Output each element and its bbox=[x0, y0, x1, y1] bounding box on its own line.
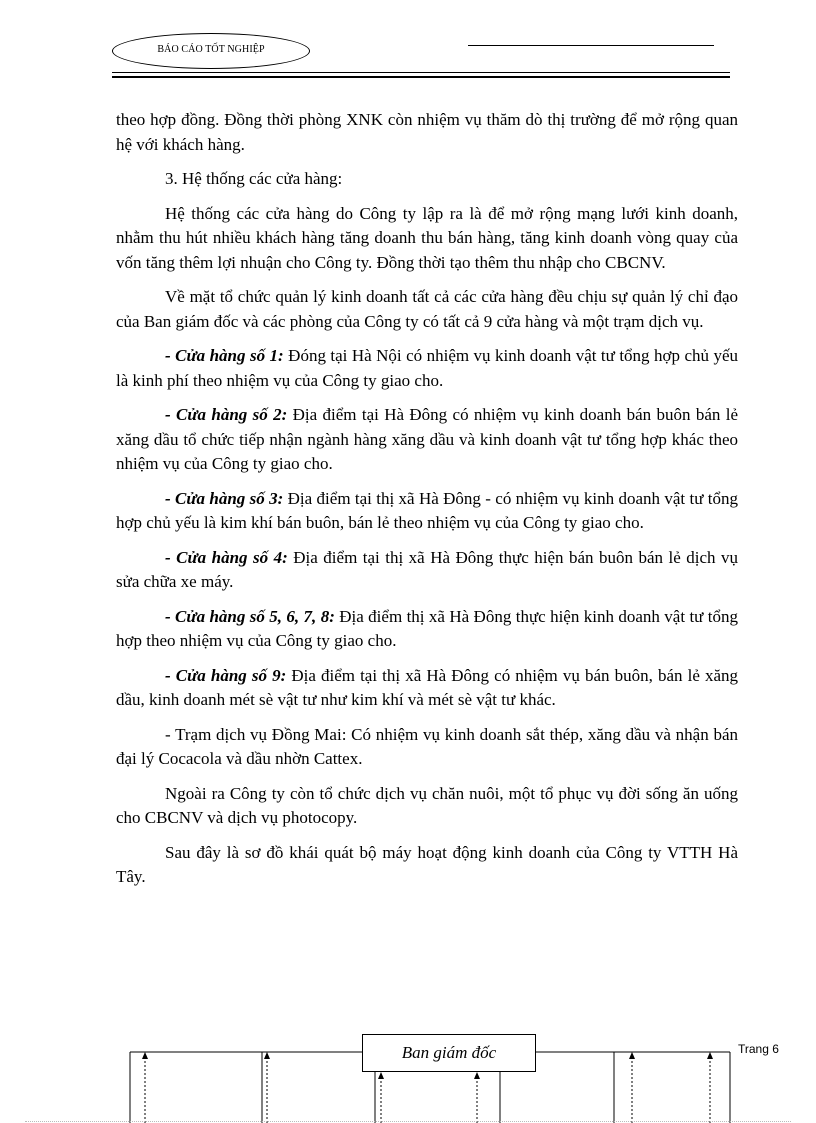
arrow-head-up bbox=[474, 1072, 480, 1079]
paragraph-text: Về mặt tổ chức quản lý kinh doanh tất cả các cửa hàng đều chịu sự quản lý chỉ đạo của Ban giám đốc và các phòng của Công ty có tất cả 9 cửa hàng và một trạm dịch vụ. bbox=[116, 287, 738, 331]
paragraph-text: Ngoài ra Công ty còn tổ chức dịch vụ chăn nuôi, một tổ phục vụ đời sống ăn uống cho CBCNV và dịch vụ photocopy. bbox=[116, 783, 738, 827]
arrow-head-up bbox=[264, 1052, 270, 1059]
paragraph bbox=[116, 841, 738, 890]
store-item bbox=[116, 546, 738, 595]
page-header bbox=[0, 0, 816, 90]
arrow-head-up bbox=[378, 1072, 384, 1079]
store-description: Địa điểm tại thị xã Hà Đông thực hiện bán buôn bán lẻ dịch vụ sửa chữa xe máy. bbox=[116, 547, 738, 591]
service-station-item bbox=[116, 723, 738, 772]
paragraph bbox=[116, 108, 738, 157]
header-signature-line bbox=[468, 45, 714, 46]
header-rule-thick bbox=[112, 76, 730, 78]
store-label: - Cửa hàng số 2: bbox=[165, 405, 288, 424]
store-item bbox=[116, 487, 738, 536]
store-label: - Cửa hàng số 3: bbox=[165, 488, 284, 508]
store-label: - Cửa hàng số 1: bbox=[165, 346, 284, 365]
store-item bbox=[116, 664, 738, 713]
org-chart bbox=[0, 1025, 816, 1123]
store-item bbox=[116, 403, 738, 477]
store-label: - Cửa hàng số 5, 6, 7, 8: bbox=[165, 606, 335, 626]
store-description: Địa điểm thị xã Hà Đông thực hiện kinh doanh vật tư tổng hợp theo nhiệm vụ của Công ty giao cho. bbox=[116, 606, 739, 650]
store-item bbox=[116, 344, 738, 393]
paragraph-text: Sau đây là sơ đồ khái quát bộ máy hoạt động kinh doanh của Công ty VTTH Hà Tây. bbox=[116, 842, 738, 886]
document-body bbox=[116, 108, 738, 900]
store-item bbox=[116, 605, 738, 654]
paragraph-text: theo hợp đồng. Đồng thời phòng XNK còn nhiệm vụ thăm dò thị trường để mở rộng quan hệ với khách hàng. bbox=[116, 110, 738, 154]
store-description: Địa điểm tại thị xã Hà Đông - có nhiệm vụ kinh doanh vật tư tổng hợp chủ yếu là kim khí bán buôn, bán lẻ theo nhiệm vụ của Công ty giao cho. bbox=[116, 488, 738, 532]
board-of-directors-box: Ban giám đốc bbox=[362, 1034, 536, 1072]
paragraph-text: - Trạm dịch vụ Đồng Mai: Có nhiệm vụ kinh doanh sắt thép, xăng dầu và nhận bán đại lý Cocacola và dầu nhờn Cattex. bbox=[116, 724, 738, 768]
paragraph bbox=[116, 202, 738, 276]
store-label: - Cửa hàng số 4: bbox=[165, 547, 288, 567]
header-title: BÁO CÁO TỐT NGHIỆP bbox=[157, 43, 265, 55]
paragraph bbox=[116, 285, 738, 334]
arrow-head-up bbox=[629, 1052, 635, 1059]
page-number: Trang 6 bbox=[738, 1042, 779, 1056]
paragraph bbox=[116, 782, 738, 831]
store-description: Địa điểm tại Hà Đông có nhiệm vụ kinh doanh bán buôn bán lẻ xăng dầu tổ chức tiếp nhận ngành hàng xăng dầu và kinh doanh vật tư tổng hợp khác theo nhiệm vụ của Công ty giao cho. bbox=[116, 405, 738, 473]
store-description: Đóng tại Hà Nội có nhiệm vụ kinh doanh vật tư tổng hợp chủ yếu là kinh phí theo nhiệm vụ của Công ty giao cho. bbox=[116, 346, 739, 390]
store-label: - Cửa hàng số 9: bbox=[165, 665, 287, 685]
paragraph-text: 3. Hệ thống các cửa hàng: bbox=[165, 169, 343, 188]
arrow-head-up bbox=[142, 1052, 148, 1059]
page-bottom-border bbox=[25, 1121, 791, 1122]
paragraph-text: Hệ thống các cửa hàng do Công ty lập ra là để mở rộng mạng lưới kinh doanh, nhằm thu hút nhiều khách hàng tăng doanh thu bán hàng, tăng kinh doanh vòng quay của vốn tăng thêm lợi nhuận cho Công ty. Đồng thời tạo thêm thu nhập cho CBCNV. bbox=[116, 203, 738, 272]
store-description: Địa điểm tại thị xã Hà Đông có nhiệm vụ bán buôn, bán lẻ xăng dầu, kinh doanh mét sè vật tư như kim khí và mét sè vật tư khác. bbox=[116, 665, 739, 709]
header-rule-thin bbox=[112, 72, 730, 73]
header-title-oval bbox=[112, 33, 310, 69]
arrow-head-up bbox=[707, 1052, 713, 1059]
section-heading bbox=[116, 167, 738, 192]
